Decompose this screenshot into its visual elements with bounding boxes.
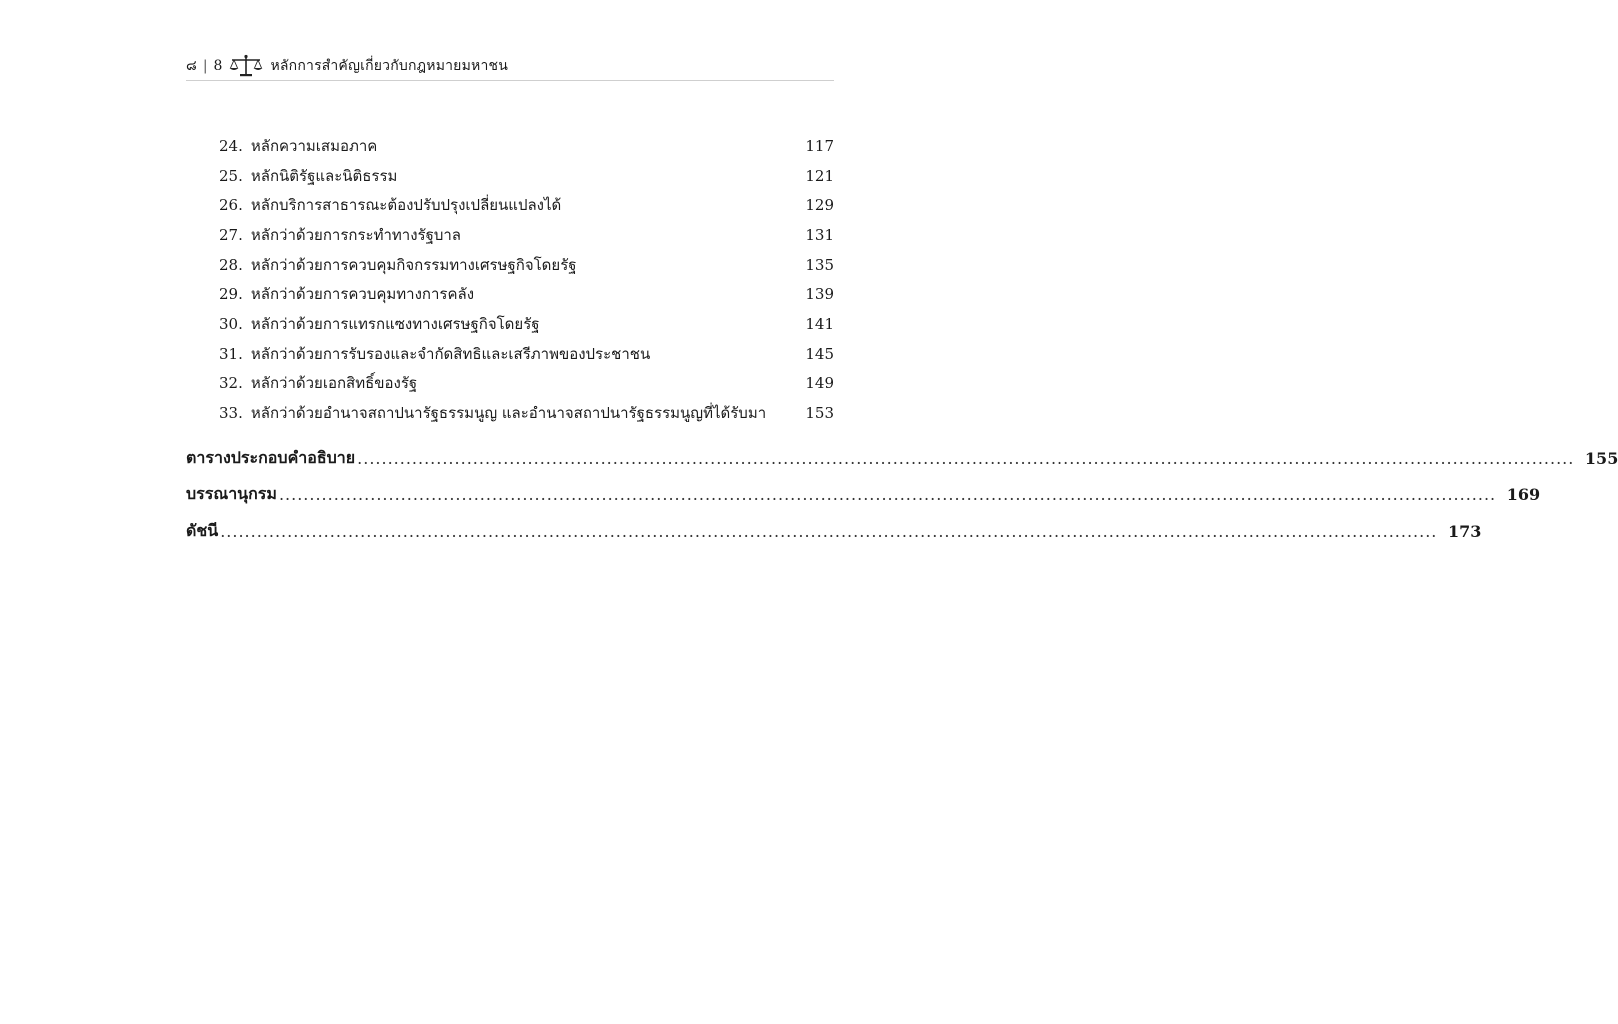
scales-of-justice-icon — [228, 54, 264, 78]
toc-item — [219, 279, 834, 309]
toc-item-page: 117 — [805, 136, 834, 155]
toc-item-page: 141 — [805, 314, 834, 333]
page-number-thai: ๘ — [186, 58, 197, 74]
toc-item-number: 26. — [219, 196, 243, 215]
toc-section — [186, 477, 1541, 514]
toc-item-number: 31. — [219, 344, 243, 363]
page-number-arabic: 8 — [213, 58, 223, 74]
toc-item-page: 145 — [805, 344, 834, 363]
toc-item-page: 139 — [805, 285, 834, 304]
toc-item-label: หลักว่าด้วยการรับรองและจำกัดสิทธิและเสรีภาพของประชาชน — [250, 344, 651, 363]
page-header — [186, 52, 834, 81]
toc-item — [219, 250, 834, 280]
toc-item-page: 153 — [805, 404, 834, 423]
page-number-separator: | — [202, 58, 208, 74]
book-title: หลักการสำคัญเกี่ยวกับกฎหมายมหาชน — [270, 58, 508, 74]
toc-item-label: หลักว่าด้วยการกระทำทางรัฐบาล — [250, 225, 461, 244]
toc-item — [219, 398, 834, 428]
toc-item-label: หลักว่าด้วยการควบคุมกิจกรรมทางเศรษฐกิจโดยรัฐ — [250, 255, 577, 274]
toc-item-number: 29. — [219, 285, 243, 304]
toc-section-label: ดัชนี — [186, 520, 219, 540]
toc-item-label: หลักว่าด้วยเอกสิทธิ์ของรัฐ — [250, 374, 418, 393]
toc-section — [186, 440, 1618, 477]
toc-item-page: 121 — [805, 166, 834, 185]
toc-item-number: 28. — [219, 255, 243, 274]
toc-section-label: บรรณานุกรม — [186, 484, 277, 504]
toc-item-label: หลักความเสมอภาค — [250, 136, 378, 155]
dot-leader: ........................................................................................................................................................................................................ — [220, 521, 1438, 541]
toc-item-page: 129 — [805, 196, 834, 215]
toc-item-label: หลักว่าด้วยการควบคุมทางการคลัง — [250, 285, 475, 304]
dot-leader: ........................................................................................................................................................................................................ — [278, 485, 1497, 505]
toc-section-page: 155 — [1584, 448, 1618, 468]
toc-item-number: 25. — [219, 166, 243, 185]
toc-item — [219, 369, 834, 399]
toc-item-list — [219, 131, 834, 428]
toc-item-label: หลักว่าด้วยการแทรกแซงทางเศรษฐกิจโดยรัฐ — [250, 314, 540, 333]
toc-item-label: หลักนิติรัฐและนิติธรรม — [250, 166, 398, 185]
toc-item-page: 149 — [805, 374, 834, 393]
toc-item-number: 24. — [219, 136, 243, 155]
toc-item-page: 135 — [805, 255, 834, 274]
toc-item — [219, 339, 834, 369]
toc-item-number: 30. — [219, 314, 243, 333]
dot-leader: ........................................................................................................................................................................................................ — [357, 448, 1575, 468]
toc-section-page: 173 — [1447, 521, 1482, 541]
toc-item-number: 33. — [219, 404, 243, 423]
toc-item — [219, 131, 834, 161]
toc-item-number: 32. — [219, 374, 243, 393]
toc-item — [219, 220, 834, 250]
toc-section — [186, 513, 1482, 550]
toc-item-label: หลักบริการสาธารณะต้องปรับปรุงเปลี่ยนแปลงได้ — [250, 196, 562, 215]
toc-item-number: 27. — [219, 225, 243, 244]
toc-section-label: ตารางประกอบคำอธิบาย — [186, 447, 356, 467]
toc-item — [219, 161, 834, 191]
toc-item — [219, 309, 834, 339]
toc-item — [219, 190, 834, 220]
toc-section-list — [186, 440, 1618, 550]
toc-section-page: 169 — [1506, 485, 1541, 505]
toc-item-label: หลักว่าด้วยอำนาจสถาปนารัฐธรรมนูญ และอำนาจสถาปนารัฐธรรมนูญที่ได้รับมา — [250, 404, 767, 423]
toc-item-page: 131 — [805, 225, 834, 244]
